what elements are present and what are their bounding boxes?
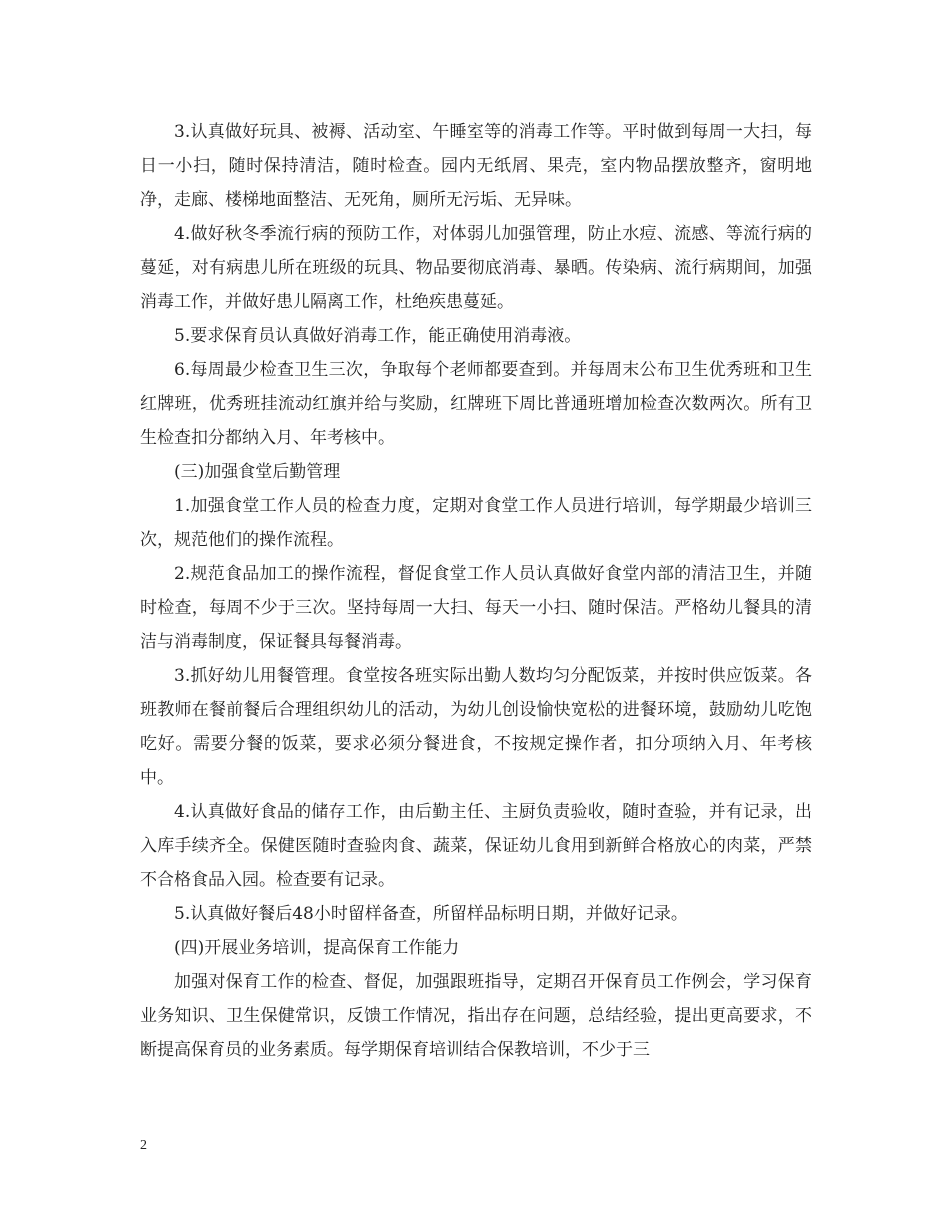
paragraph-item-6-hygiene-check: 6.每周最少检查卫生三次，争取每个老师都要查到。并每周末公布卫生优秀班和卫生红牌班，优秀班挂流动红旗并给与奖励，红牌班下周比普通班增加检查次数两次。所有卫生检查扣分都纳入月、年考核中。 [140, 360, 812, 448]
page-number: 2 [140, 1138, 147, 1153]
paragraph-canteen-item-5: 5.认真做好餐后48小时留样备查，所留样品标明日期，并做好记录。 [174, 904, 688, 924]
section-heading-canteen: (三)加强食堂后勤管理 [174, 462, 341, 482]
paragraph-item-3-disinfection: 3.认真做好玩具、被褥、活动室、午睡室等的消毒工作等。平时做到每周一大扫，每日一小扫，随时保持清洁，随时检查。园内无纸屑、果壳，室内物品摆放整齐，窗明地净，走廊、楼梯地面整洁、无死角，厕所无污垢、无异味。 [140, 122, 812, 210]
document-body [140, 115, 812, 1067]
paragraph-item-5-disinfectant: 5.要求保育员认真做好消毒工作，能正确使用消毒液。 [174, 326, 582, 346]
paragraph-training: 加强对保育工作的检查、督促，加强跟班指导，定期召开保育员工作例会，学习保育业务知识、卫生保健常识，反馈工作情况，指出存在问题，总结经验，提出更高要求，不断提高保育员的业务素质。每学期保育培训结合保教培训，不少于三 [140, 972, 812, 1060]
paragraph-item-4-epidemic-prevention: 4.做好秋冬季流行病的预防工作，对体弱儿加强管理，防止水痘、流感、等流行病的蔓延，对有病患儿所在班级的玩具、物品要彻底消毒、暴晒。传染病、流行病期间，加强消毒工作，并做好患儿隔离工作，杜绝疾患蔓延。 [140, 224, 812, 312]
paragraph-canteen-item-4: 4.认真做好食品的储存工作，由后勤主任、主厨负责验收，随时查验，并有记录，出入库手续齐全。保健医随时查验肉食、蔬菜，保证幼儿食用到新鲜合格放心的肉菜，严禁不合格食品入园。检查要有记录。 [140, 802, 812, 890]
paragraph-canteen-item-1: 1.加强食堂工作人员的检查力度，定期对食堂工作人员进行培训，每学期最少培训三次，规范他们的操作流程。 [140, 496, 812, 550]
paragraph-canteen-item-3: 3.抓好幼儿用餐管理。食堂按各班实际出勤人数均匀分配饭菜，并按时供应饭菜。各班教师在餐前餐后合理组织幼儿的活动，为幼儿创设愉快宽松的进餐环境，鼓励幼儿吃饱吃好。需要分餐的饭菜，要求必须分餐进食，不按规定操作者，扣分项纳入月、年考核中。 [140, 666, 812, 788]
paragraph-canteen-item-2: 2.规范食品加工的操作流程，督促食堂工作人员认真做好食堂内部的清洁卫生，并随时检查，每周不少于三次。坚持每周一大扫、每天一小扫、随时保洁。严格幼儿餐具的清洁与消毒制度，保证餐具每餐消毒。 [140, 564, 812, 652]
section-heading-training: (四)开展业务培训，提高保育工作能力 [174, 938, 460, 958]
